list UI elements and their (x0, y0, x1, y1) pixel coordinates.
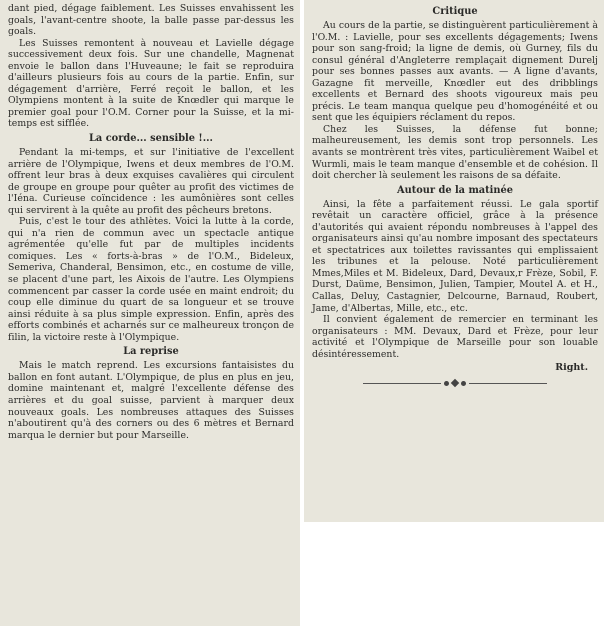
heading-autour-de-la-matinee: Autour de la matinée (396, 184, 513, 196)
paragraph-fete: Ainsi, la fête a parfaitement réussi. Le gala sportif revêtait un caractère officiel, grâce à la présence d'autorités qui avaient répondu nombreuses à l'appel des organisateurs ainsi qu'au nombre imposant des spectateurs et spectatrices aux toilettes ravissantes qui emplissaient les tribunes et la pelouse. Noté particulièrement Mmes,Miles et M. Bideleux, Dard, Devaux,r Frèze, Sobil, F. Durst, Daüme, Bensimon, Julien, Tampier, Moutel A. et H., Callas, Deluy, Castagnier, Delcourne, Barnaud, Roubert, Jame, d'Albertas, Mille, etc., etc. (312, 198, 598, 314)
heading-la-reprise: La reprise (123, 346, 179, 358)
paragraph-remercier: Il convient également de remercier en terminant les organisateurs : MM. Devaux, Dard et Frèze, pour leur activité et l'Olympique de Marseille pour son louable désintéressement. (312, 314, 598, 360)
paragraph-intro: dant pied, dégage faiblement. Les Suisses envahissent les goals, l'avant-centre shoote, la balle passe par-dessus les goals. (8, 3, 294, 38)
paragraph-suisses-remontent: Les Suisses remontent à nouveau et Lavielle dégage successivement deux fois. Sur une chandelle, Magnenat envoie le ballon dans l'Huveaune; le fait se reproduira d'ailleurs plusieurs fois au cours de la partie. Enfin, sur dégagement d'arrière, Ferré reçoit le ballon, et les Olympiens montent à la suite de Knœdler qui marque le premier goal pour l'O.M. Corner pour la Suisse, et la mi-temps est sifflée. (8, 37, 294, 130)
heading-la-corde: La corde... sensible !... (89, 133, 213, 145)
signature: Right. (555, 362, 588, 374)
paragraph-reprise: Mais le match reprend. Les excursions fantaisistes du ballon en font autant. L'Olympique, de plus en plus en jeu, domine maintenant et, malgré l'excellente défense des arrières et du goal suisse, parvient à marquer deux nouveaux goals. Les nombreuses attaques des Suisses n'aboutirent qu'à des corners ou des 6 mètres et Bernard marqua le dernier but pour Marseille. (8, 360, 294, 441)
ornament-dot (444, 381, 449, 386)
right-column (304, 0, 604, 522)
paragraph-chez-les-suisses: Chez les Suisses, la défense fut bonne; malheureusement, les demis sont trop personnels. Les avants se montrèrent très vites, particulièrement Waibel et Wurmli, mais le team manque d'ensemble et de cohésion. Il doit chercher là seulement les raisons de sa défaite. (312, 123, 598, 182)
left-column (0, 0, 300, 626)
heading-critique: Critique (432, 6, 478, 17)
ornament-line-left (363, 383, 441, 384)
ornament-divider (312, 380, 598, 386)
ornament-dot (461, 381, 466, 386)
ornament-line-right (469, 383, 547, 384)
paragraph-athletes: Puis, c'est le tour des athlètes. Voici la lutte à la corde, qui n'a rien de commun avec un spectacle antique agrémentée qu'elle fut par de multiples incidents comiques. Les « forts-à-bras » de l'O.M., Bideleux, Semeriva, Chanderal, Bensimon, etc., en costume de ville, se placent d'une part, les Aixois de l'autre. Les Olympiens commencent par casser la corde usée en maint endroit; du coup elle diminue du quart de sa longueur et se trouve ainsi réduite à sa plus simple expression. Enfin, après des efforts combinés et acharnés sur ce malheureux tronçon de filin, la victoire reste à l'Olympique. (8, 216, 294, 343)
paragraph-mi-temps: Pendant la mi-temps, et sur l'initiative de l'excellent arrière de l'Olympique, Iwens et deux membres de l'O.M. offrent leur bras à deux exquises cavalières qui circulent de groupe en groupe pour quêter au profit des victimes de l'Iéna. Curieuse coïncidence : les aumônières sont celles qui servirent à la quête au profit des pêcheurs bretons. (8, 147, 294, 216)
ornament-diamond (451, 379, 459, 387)
paragraph-critique: Au cours de la partie, se distinguèrent particulièrement à l'O.M. : Lavielle, pour ses excellents dégagements; Iwens pour son sang-froid; la ligne de demis, où Gurney, fils du consul général d'Angleterre remplaçait dignement Durelj pour ses bonnes passes aux avants. — A ligne d'avants, Gazagne fit merveille, Knœdler eut des dribblings excellents et Bernard des shoots vigoureux mais peu précis. Le team manqua quelque peu d'homogénéité et ou sent que les équipiers réclament du repos. (312, 20, 598, 124)
